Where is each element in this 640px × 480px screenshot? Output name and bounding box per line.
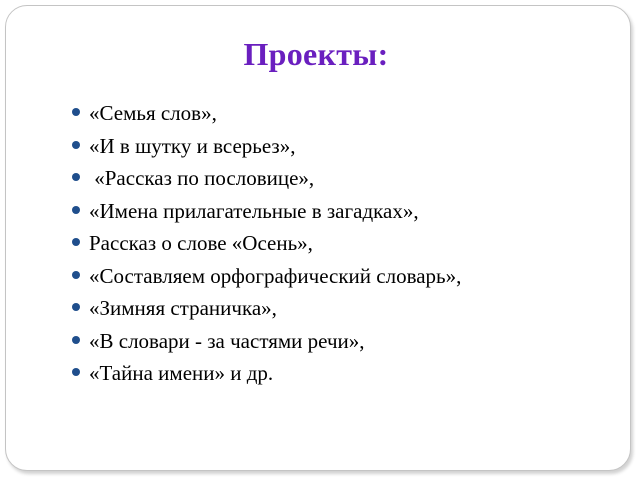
bullet-icon (72, 108, 80, 116)
list-item-text: «Имена прилагательные в загадках», (89, 198, 419, 223)
list-item-text: «Тайна имени» и др. (89, 361, 274, 385)
list-item-text: «В словари - за частями речи», (89, 328, 365, 353)
bullet-icon (72, 336, 80, 344)
list-item-text: «Составляем орфографический словарь», (89, 263, 462, 288)
bullet-icon (72, 173, 80, 181)
list-item-text: Рассказ о слове «Осень», (89, 231, 313, 255)
bullet-icon (72, 238, 80, 246)
bullet-icon (72, 271, 80, 279)
bullet-icon (72, 141, 80, 149)
list-item-text: «И в шутку и всерьез», (89, 133, 296, 158)
list-item-text: «Рассказ по пословице», (89, 166, 315, 190)
bullet-icon (72, 368, 80, 376)
bullet-icon (72, 303, 80, 311)
list-item-text: «Семья слов», (89, 101, 217, 125)
list-item-text: «Зимняя страничка», (89, 296, 277, 320)
slide-title: Проекты: (243, 36, 389, 72)
bullet-icon (72, 206, 80, 214)
